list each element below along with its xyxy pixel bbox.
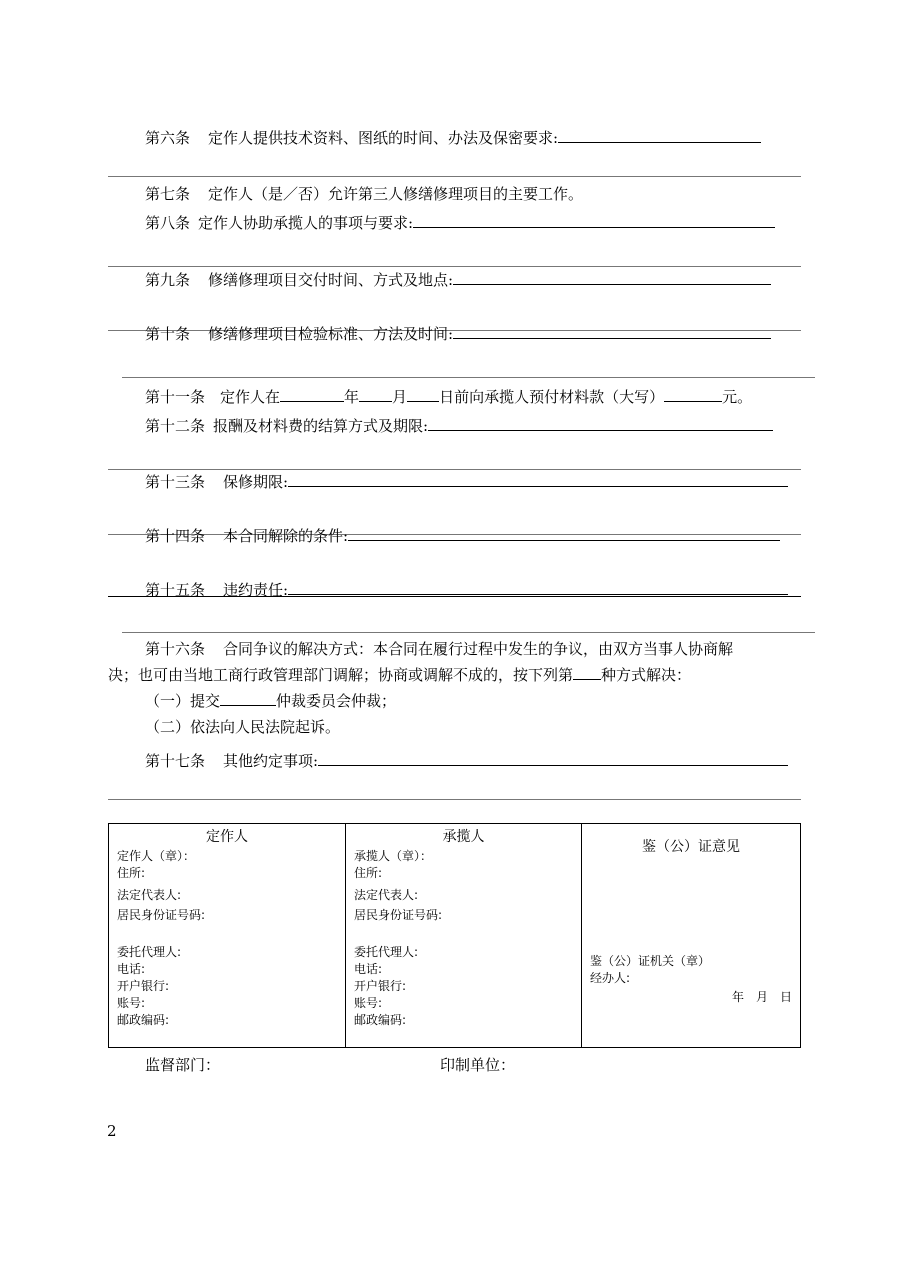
option-1-text: 仲裁委员会仲裁；: [276, 692, 397, 710]
notary-cell: [582, 824, 801, 1048]
clause-14: [145, 524, 780, 546]
clause-text: 定作人提供技术资料、图纸的时间、办法及保密要求:: [208, 129, 559, 147]
blank-rule: [108, 799, 801, 800]
clause-label: 第十七条: [145, 752, 206, 770]
clause-text: 保修期限:: [223, 473, 289, 491]
contractor-cell: [346, 824, 582, 1048]
field-account: 账号:: [117, 996, 146, 1010]
field-account: 账号:: [354, 996, 383, 1010]
field-phone: 电话:: [354, 962, 383, 976]
field-bank: 开户银行:: [354, 979, 407, 993]
field-bank: 开户银行:: [117, 979, 170, 993]
currency-label: 元。: [722, 388, 753, 406]
clause-text: 报酬及材料费的结算方式及期限:: [213, 417, 429, 435]
blank-line[interactable]: [453, 268, 771, 285]
field-seal: 承揽人（章）：: [354, 849, 433, 863]
clause-text: 定作人（是／否）允许第三人修缮修理项目的主要工作。: [208, 185, 584, 203]
clause-label: 第十四条: [145, 527, 206, 545]
clause-8: [145, 211, 775, 233]
contractor-title: 承揽人: [442, 829, 485, 845]
clause-label: 第十一条: [145, 388, 206, 406]
clause-10: [145, 322, 771, 344]
clause-text: 修缮修理项目检验标准、方法及时间:: [208, 325, 454, 343]
notary-agency: 鉴（公）证机关（章）: [590, 954, 711, 968]
clause-16: [108, 636, 801, 740]
blank-line[interactable]: [453, 322, 771, 339]
clause-13: [145, 470, 788, 492]
field-address: 住所:: [117, 866, 146, 880]
field-id-number: 居民身份证号码:: [354, 908, 443, 922]
clause-label: 第十二条: [145, 417, 206, 435]
page-number: 2: [107, 1122, 117, 1140]
option-number-blank[interactable]: [573, 663, 601, 680]
field-postcode: 邮政编码:: [117, 1013, 170, 1027]
blank-line[interactable]: [428, 414, 773, 431]
blank-line[interactable]: [288, 578, 788, 595]
notary-title: 鉴（公）证意见: [642, 839, 740, 855]
field-agent: 委托代理人:: [117, 945, 182, 959]
field-postcode: 邮政编码:: [354, 1013, 407, 1027]
field-phone: 电话:: [117, 962, 146, 976]
printer-label: 印制单位：: [440, 1056, 516, 1074]
clause-text: 种方式解决：: [601, 666, 692, 684]
blank-rule: [122, 377, 815, 378]
clause-label: 第十六条: [145, 640, 206, 658]
clause-label: 第十三条: [145, 473, 206, 491]
field-legal-rep: 法定代表人:: [117, 888, 182, 902]
clause-7: [145, 184, 583, 204]
clause-text: 本合同解除的条件:: [223, 527, 349, 545]
field-legal-rep: 法定代表人:: [354, 888, 419, 902]
clause-label: 第七条: [145, 185, 191, 203]
field-address: 住所:: [354, 866, 383, 880]
blank-line[interactable]: [558, 126, 761, 143]
orderer-cell: [109, 824, 346, 1048]
clause-6: [145, 126, 761, 148]
notary-handler: 经办人:: [590, 971, 631, 985]
clause-text: 修缮修理项目交付时间、方式及地点:: [208, 271, 454, 289]
option-1-text: （一）提交: [145, 692, 221, 710]
clause-text: 决；也可由当地工商行政管理部门调解；协商或调解不成的，按下列第: [108, 666, 574, 684]
month-label: 月: [392, 388, 408, 406]
clause-label: 第十五条: [145, 581, 206, 599]
field-id-number: 居民身份证号码:: [117, 908, 206, 922]
field-seal: 定作人（章）：: [117, 849, 196, 863]
clause-label: 第八条: [145, 214, 191, 232]
day-blank[interactable]: [407, 385, 439, 402]
blank-rule: [108, 176, 801, 177]
clause-text: 日前向承揽人预付材料款（大写）: [439, 388, 665, 406]
clause-text: 定作人在: [220, 388, 281, 406]
clause-17: [145, 749, 788, 771]
blank-line[interactable]: [413, 211, 775, 228]
clause-text: 其他约定事项:: [223, 752, 319, 770]
clause-label: 第十条: [145, 325, 191, 343]
field-agent: 委托代理人:: [354, 945, 419, 959]
clause-12: [145, 414, 773, 436]
blank-line[interactable]: [318, 749, 788, 766]
clause-label: 第六条: [145, 129, 191, 147]
supervisor-label: 监督部门：: [145, 1056, 221, 1074]
clause-11: [145, 385, 752, 407]
arbitration-blank[interactable]: [220, 689, 276, 706]
amount-blank[interactable]: [664, 385, 722, 402]
year-blank[interactable]: [280, 385, 344, 402]
clause-label: 第九条: [145, 271, 191, 289]
blank-line[interactable]: [288, 470, 788, 487]
month-blank[interactable]: [359, 385, 392, 402]
year-label: 年: [344, 388, 360, 406]
clause-text: 定作人协助承揽人的事项与要求:: [198, 214, 414, 232]
option-2-text: （二）依法向人民法院起诉。: [145, 718, 341, 736]
blank-rule: [108, 596, 801, 597]
clause-text: 合同争议的解决方式：本合同在履行过程中发生的争议，由双方当事人协商解: [223, 640, 734, 658]
orderer-title: 定作人: [206, 829, 248, 845]
clause-text: 违约责任:: [223, 581, 289, 599]
blank-rule: [108, 266, 801, 267]
blank-line[interactable]: [348, 524, 780, 541]
notary-date: 年 月 日: [731, 990, 792, 1004]
blank-rule: [122, 632, 815, 633]
signature-table: [108, 823, 801, 1048]
clause-9: [145, 268, 771, 290]
